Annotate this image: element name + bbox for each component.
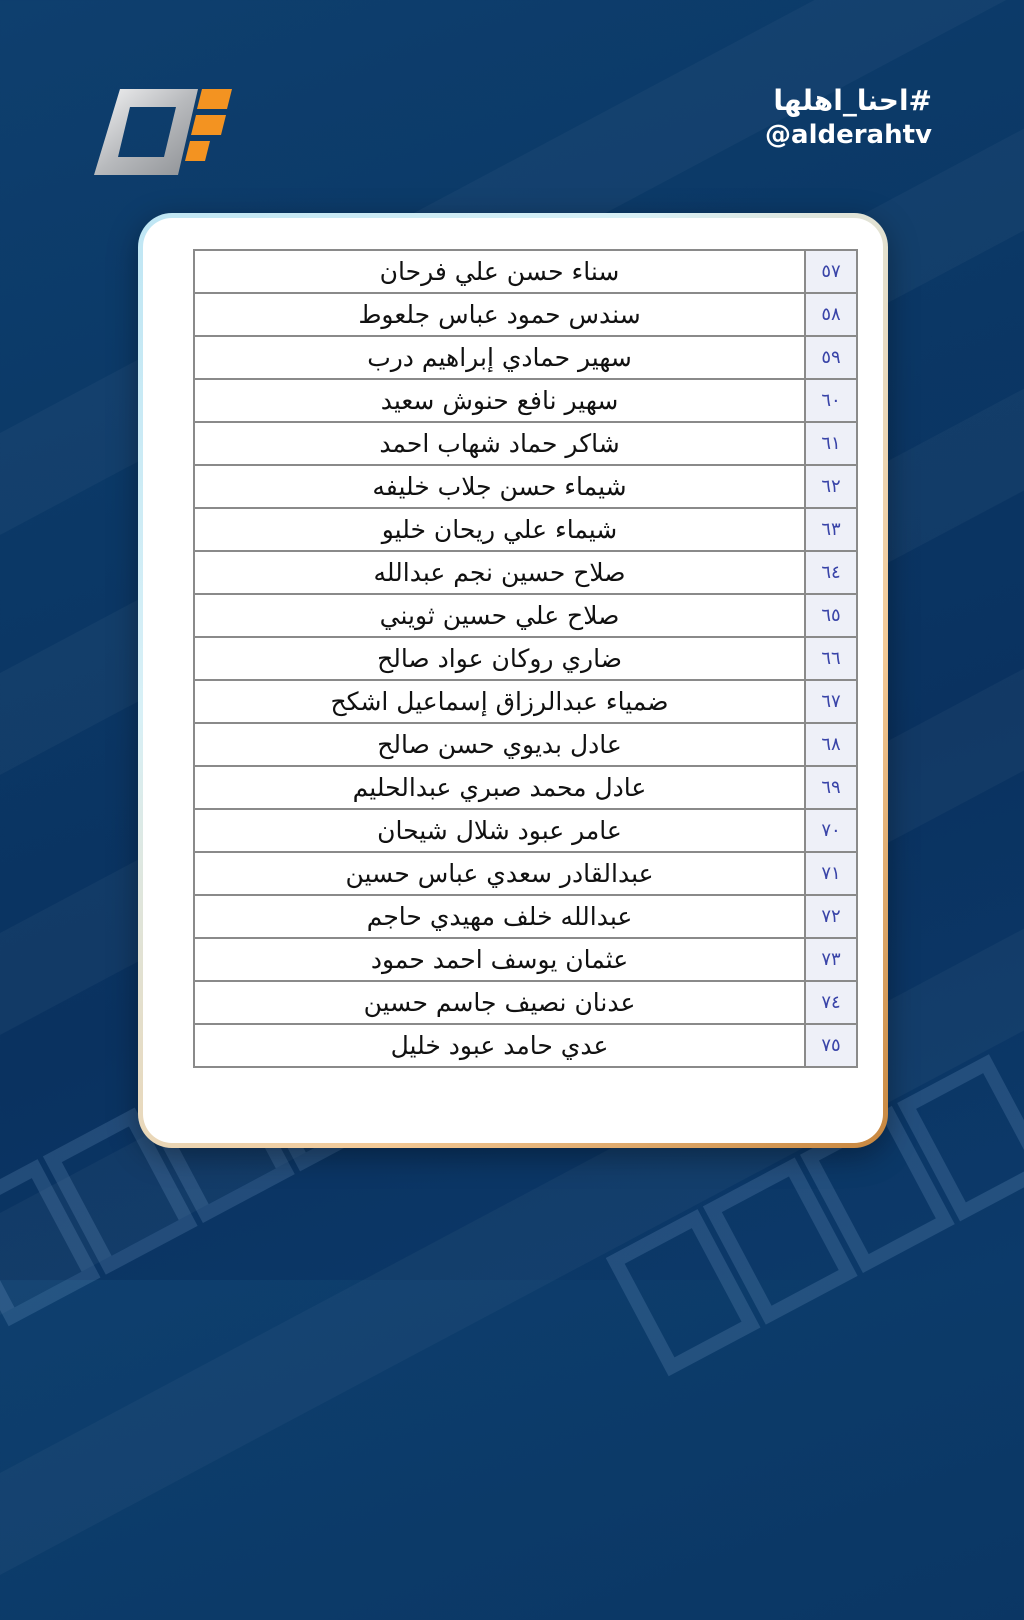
table-row bbox=[194, 852, 857, 895]
table-row bbox=[194, 465, 857, 508]
row-number: ٦١ bbox=[805, 422, 857, 465]
table-row bbox=[194, 508, 857, 551]
table-row bbox=[194, 250, 857, 293]
row-number: ٧٠ bbox=[805, 809, 857, 852]
row-number: ٧٤ bbox=[805, 981, 857, 1024]
person-name: شاكر حماد شهاب احمد bbox=[194, 422, 805, 465]
person-name: عدي حامد عبود خليل bbox=[194, 1024, 805, 1067]
person-name: شيماء حسن جلاب خليفه bbox=[194, 465, 805, 508]
names-table bbox=[193, 249, 858, 1068]
row-number: ٦٧ bbox=[805, 680, 857, 723]
table-row bbox=[194, 422, 857, 465]
person-name: صلاح حسين نجم عبدالله bbox=[194, 551, 805, 594]
table-row bbox=[194, 336, 857, 379]
alderah-logo-icon bbox=[92, 85, 237, 180]
person-name: عادل بديوي حسن صالح bbox=[194, 723, 805, 766]
table-row bbox=[194, 637, 857, 680]
table-row bbox=[194, 293, 857, 336]
row-number: ٦٥ bbox=[805, 594, 857, 637]
person-name: عدنان نصيف جاسم حسين bbox=[194, 981, 805, 1024]
person-name: عبدالقادر سعدي عباس حسين bbox=[194, 852, 805, 895]
person-name: ضاري روكان عواد صالح bbox=[194, 637, 805, 680]
row-number: ٦٩ bbox=[805, 766, 857, 809]
person-name: سهير حمادي إبراهيم درب bbox=[194, 336, 805, 379]
person-name: عامر عبود شلال شيحان bbox=[194, 809, 805, 852]
table-row bbox=[194, 809, 857, 852]
person-name: سندس حمود عباس جلعوط bbox=[194, 293, 805, 336]
row-number: ٦٣ bbox=[805, 508, 857, 551]
table-row bbox=[194, 594, 857, 637]
header-tagline bbox=[765, 84, 932, 152]
row-number: ٥٨ bbox=[805, 293, 857, 336]
row-number: ٧٥ bbox=[805, 1024, 857, 1067]
social-handle: @alderahtv bbox=[765, 120, 932, 150]
person-name: عبدالله خلف مهيدي حاجم bbox=[194, 895, 805, 938]
hashtag-text: #احنا_اهلها bbox=[773, 84, 932, 117]
table-row bbox=[194, 680, 857, 723]
row-number: ٦٤ bbox=[805, 551, 857, 594]
person-name: ضمياء عبدالرزاق إسماعيل اشكح bbox=[194, 680, 805, 723]
table-row bbox=[194, 938, 857, 981]
table-row bbox=[194, 895, 857, 938]
person-name: شيماء علي ريحان خليو bbox=[194, 508, 805, 551]
row-number: ٦٦ bbox=[805, 637, 857, 680]
person-name: عثمان يوسف احمد حمود bbox=[194, 938, 805, 981]
row-number: ٦٢ bbox=[805, 465, 857, 508]
person-name: سناء حسن علي فرحان bbox=[194, 250, 805, 293]
row-number: ٥٩ bbox=[805, 336, 857, 379]
row-number: ٧١ bbox=[805, 852, 857, 895]
table-row bbox=[194, 723, 857, 766]
row-number: ٧٢ bbox=[805, 895, 857, 938]
row-number: ٥٧ bbox=[805, 250, 857, 293]
table-row bbox=[194, 551, 857, 594]
table-row bbox=[194, 981, 857, 1024]
row-number: ٧٣ bbox=[805, 938, 857, 981]
person-name: عادل محمد صبري عبدالحليم bbox=[194, 766, 805, 809]
table-row bbox=[194, 379, 857, 422]
table-row bbox=[194, 1024, 857, 1067]
table-row bbox=[194, 766, 857, 809]
row-number: ٦٠ bbox=[805, 379, 857, 422]
person-name: صلاح علي حسين ثويني bbox=[194, 594, 805, 637]
person-name: سهير نافع حنوش سعيد bbox=[194, 379, 805, 422]
row-number: ٦٨ bbox=[805, 723, 857, 766]
